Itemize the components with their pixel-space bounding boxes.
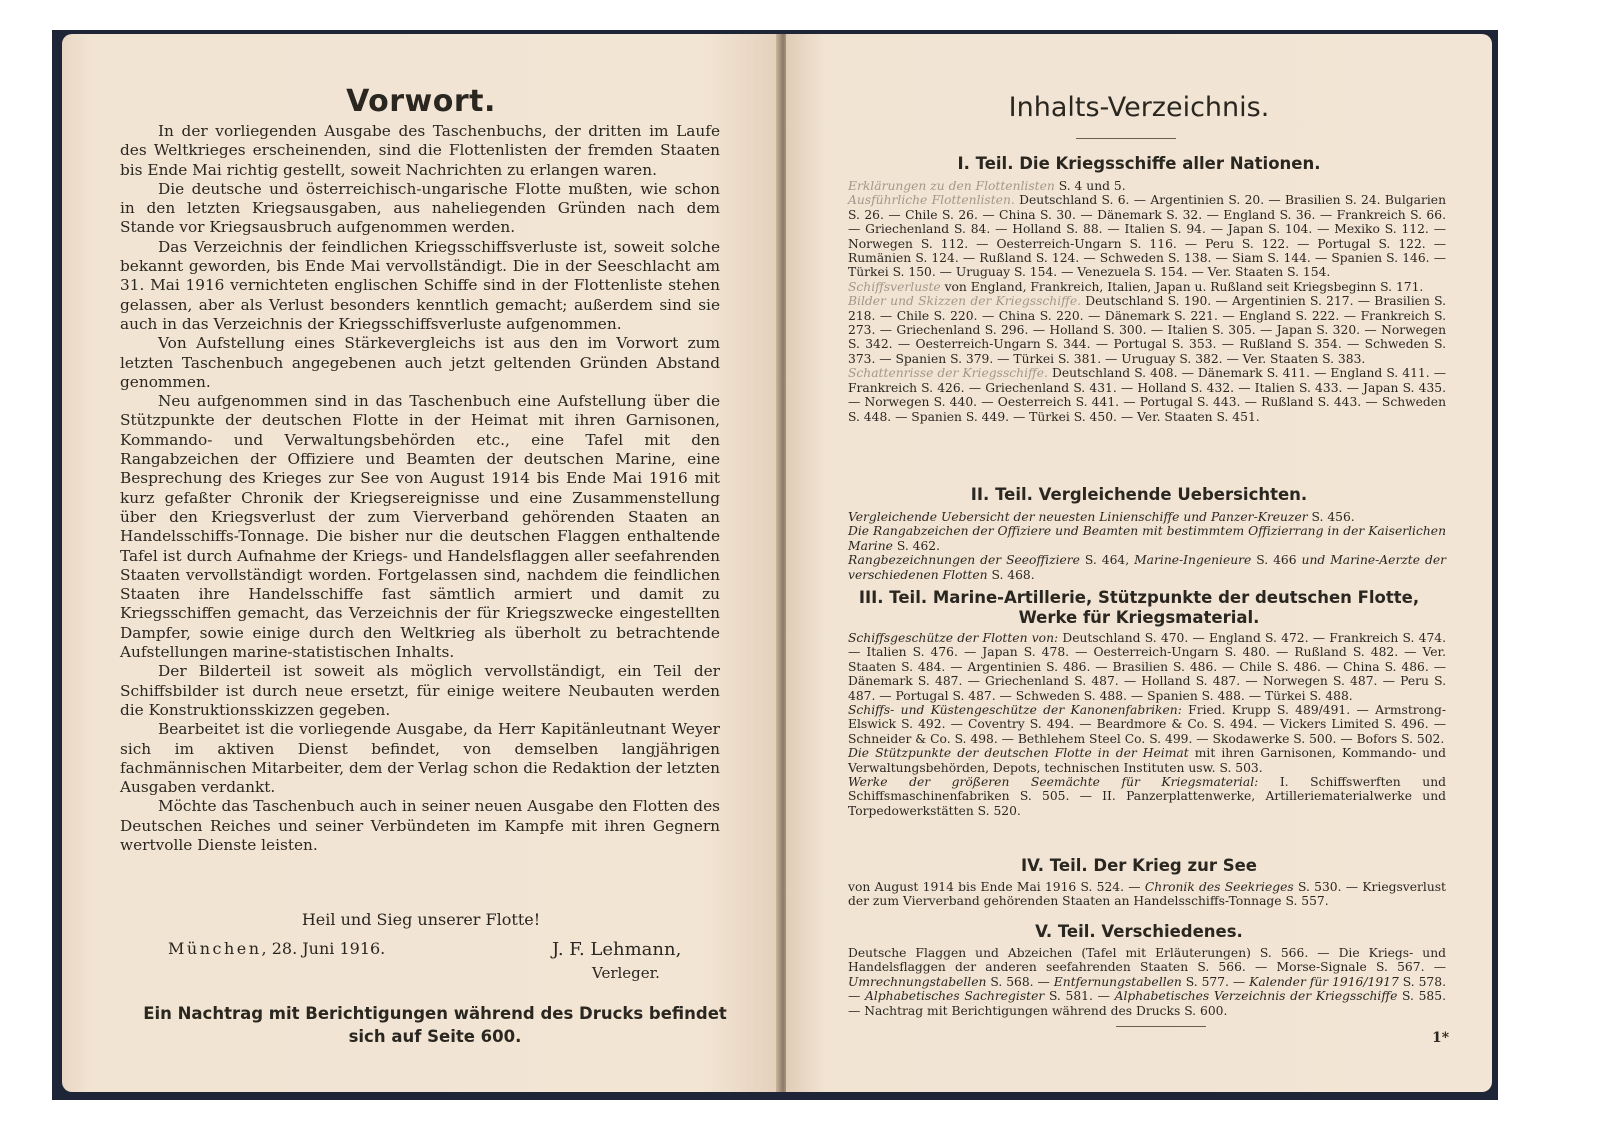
preface-body [120, 122, 720, 855]
title-divider [1076, 138, 1176, 139]
signature-place-date [168, 939, 385, 958]
part-3-heading-line: III. Teil. Marine-Artillerie, Stützpunkte der deutschen Flotte, [858, 588, 1420, 607]
preface-paragraph: Bearbeitet ist die vorliegende Ausgabe, da Herr Kapitänleutnant Weyer sich im aktiven Dienst befindet, von demselben langjährigen fachmännischen Mitarbeiter, dem der Verlag schon die Redaktion der letzten Ausgaben verdankt. [120, 720, 720, 797]
errata-note: Ein Nachtrag mit Berichtigungen während des Drucks befindet sich auf Seite 600. [143, 1004, 727, 1046]
signature-role: Verleger. [592, 964, 660, 982]
part-1-entries [848, 179, 1446, 424]
preface-paragraph: Der Bilderteil ist soweit als möglich vervollständigt, ein Teil der Schiffsbilder ist durch neue ersetzt, für einige weitere Neubauten werden die Konstruktionsskizzen gegeben. [120, 662, 720, 719]
toc-entry: Die Stützpunkte der deutschen Flotte in der Heimat mit ihren Garnisonen, Kommando- und Verwaltungsbehörden, Depots, technischen Instituten usw. S. 503. [848, 746, 1446, 775]
part-5-entries [848, 946, 1446, 1018]
toc-entry: Schiffsgeschütze der Flotten von: Deutschland S. 470. — England S. 472. — Frankreich S. 474. — Italien S. 476. — Japan S. 478. — Oesterreich-Ungarn S. 480. — Rußland S. 482. — Ver. Staaten S. 484. — Argentinien S. 486. — Brasilien S. 486. — Chile S. 486. — China S. 486. — Dänemark S. 487. — Griechenland S. 487. — Holland S. 487. — Norwegen S. 487. — Peru S. 487. — Portugal S. 487. — Schweden S. 488. — Spanien S. 488. — Türkei S. 488. [848, 631, 1447, 703]
bottom-divider [1116, 1026, 1206, 1027]
toc-entry: Schiffsverluste von England, Frankreich, Italien, Japan u. Rußland seit Kriegsbeginn S. 171. [848, 279, 1424, 294]
part-4-entries [848, 880, 1446, 909]
part-3-heading [786, 588, 1492, 628]
toc-entry: Die Rangabzeichen der Offiziere und Beamten mit bestimmtem Offizierrang in der Kaiserlichen Marine S. 462. [848, 524, 1446, 553]
toc-entry: Schiffs- und Küstengeschütze der Kanonenfabriken: Fried. Krupp S. 489/491. — Armstrong-Elswick S. 492. — Coventry S. 494. — Beardmore & Co. S. 494. — Vickers Limited S. 496. — Schneider & Co. S. 498. — Bethlehem Steel Co. S. 499. — Skodawerke S. 500. — Bofors S. 502. [848, 703, 1447, 746]
part-3-heading-line: Werke für Kriegsmaterial. [1018, 608, 1260, 627]
toc-entry: Vergleichende Uebersicht der neuesten Linienschiffe und Panzer-Kreuzer S. 456. [848, 510, 1355, 524]
preface-paragraph: Die deutsche und österreichisch-ungarische Flotte mußten, wie schon in den letzten Kriegsausgaben, aus naheliegenden Gründen nach dem Stande vor Kriegsausbruch aufgenommen werden. [120, 179, 720, 237]
toc-entry: Bilder und Skizzen der Kriegsschiffe. Deutschland S. 190. — Argentinien S. 217. — Brasilien S. 218. — Chile S. 220. — China S. 220. — Dänemark S. 221. — England S. 222. — Frankreich S. 273. — Griechenland S. 296. — Holland S. 300. — Italien S. 305. — Japan S. 320. — Norwegen S. 342. — Oesterreich-Ungarn S. 344. — Portugal S. 353. — Rußland S. 354. — Schweden S. 373. — Spanien S. 379. — Türkei S. 381. — Uruguay S. 382. — Ver. Staaten S. 383. [848, 294, 1447, 366]
contents-title: Inhalts-Verzeichnis. [1008, 92, 1270, 123]
toc-entry: Schattenrisse der Kriegsschiffe. Deutschland S. 408. — Dänemark S. 411. — England S. 411. — Frankreich S. 426. — Griechenland S. 431. — Holland S. 432. — Italien S. 433. — Japan S. 435. — Norwegen S. 440. — Oesterreich S. 441. — Portugal S. 443. — Rußland S. 443. — Schweden S. 448. — Spanien S. 449. — Türkei S. 450. — Ver. Staaten S. 451. [848, 366, 1446, 424]
closing-line: Heil und Sieg unserer Flotte! [301, 910, 541, 929]
part-2-heading: II. Teil. Vergleichende Uebersichten. [970, 485, 1308, 504]
toc-entry: von August 1914 bis Ende Mai 1916 S. 524. — Chronik des Seekrieges S. 530. — Kriegsverlust der zum Vierverband gehörenden Staaten an Handelsschiffs-Tonnage S. 557. [848, 880, 1446, 909]
preface-title: Vorwort. [346, 84, 496, 119]
left-page [62, 34, 780, 1092]
toc-entry: Ausführliche Flottenlisten. Deutschland S. 6. — Argentinien S. 20. — Brasilien S. 24. Bulgarien S. 26. — Chile S. 26. — China S. 30. — Dänemark S. 32. — England S. 36. — Frankreich S. 66. — Griechenland S. 84. — Holland S. 88. — Italien S. 94. — Japan S. 104. — Mexiko S. 112. — Norwegen S. 112. — Oesterreich-Ungarn S. 116. — Peru S. 122. — Portugal S. 122. — Rumänien S. 124. — Rußland S. 124. — Schweden S. 138. — Siam S. 144. — Spanien S. 146. — Türkei S. 150. — Uruguay S. 154. — Venezuela S. 154. — Ver. Staaten S. 154. [848, 193, 1446, 280]
signature-publisher: J. F. Lehmann, [552, 939, 682, 960]
preface-paragraph: In der vorliegenden Ausgabe des Taschenbuchs, der dritten im Laufe des Weltkrieges erscheinenden, sind die Flottenlisten der fremden Staaten bis Ende Mai richtig gestellt, soweit Nachrichten zu erlangen waren. [120, 122, 720, 179]
toc-entry: Werke der größeren Seemächte für Kriegsmaterial: I. Schiffswerften und Schiffsmaschinenfabriken S. 505. — II. Panzerplattenwerke, Artilleriematerialwerke und Torpedowerkstätten S. 520. [848, 775, 1446, 818]
preface-paragraph: Das Verzeichnis der feindlichen Kriegsschiffsverluste ist, soweit solche bekannt geworden, bis Ende Mai vervollständigt. Die in der Seeschlacht am 31. Mai 1916 vernichteten englischen Schiffe sind in der Flottenliste stehen gelassen, aber als Verlust besonders kenntlich gemacht; außerdem sind sie auch in das Verzeichnis der Kriegsschiffsverluste aufgenommen. [120, 237, 720, 333]
toc-entry: Deutsche Flaggen und Abzeichen (Tafel mit Erläuterungen) S. 566. — Die Kriegs- und Handelsflaggen der anderen seefahrenden Staaten S. 566. — Morse-Signale S. 567. — Umrechnungstabellen S. 568. — Entfernungstabellen S. 577. — Kalender für 1916/1917 S. 578. — Alphabetisches Sachregister S. 581. — Alphabetisches Verzeichnis der Kriegsschiffe S. 585. — Nachtrag mit Berichtigungen während des Drucks S. 600. [848, 946, 1446, 1018]
part-2-entries [848, 510, 1446, 582]
part-5-heading: V. Teil. Verschiedenes. [1035, 922, 1243, 941]
right-page [786, 34, 1492, 1092]
preface-paragraph: Neu aufgenommen sind in das Taschenbuch eine Aufstellung über die Stützpunkte der deutschen Flotte in der Heimat mit ihren Garnisonen, Kommando- und Verwaltungsbehörden etc., eine Tafel mit den Rangabzeichen der Offiziere und Beamten der deutschen Marine, eine Besprechung des Krieges zur See von August 1914 bis Ende Mai 1916 mit kurz gefaßter Chronik der Kriegsereignisse und eine Zusammenstellung über den Kriegsverlust der zum Vierverband gehörenden Staaten an Handelsschiffs-Tonnage. Die bisher nur die deutschen Flaggen enthaltende Tafel ist durch Aufnahme der Kriegs- und Handelsflaggen aller seefahrenden Staaten vervollständigt worden. Fortgelassen sind, nachdem die feindlichen Staaten ihre Handelsschiffe fast sämtlich armiert und damit zu Kriegsschiffen gemacht, das Verzeichnis der für Kriegszwecke eingestellten Dampfer, sowie einige durch den Weltkrieg als überholt zu betrachtende Aufstellungen marine-statistischen Inhalts. [120, 392, 720, 662]
part-3-entries [848, 631, 1446, 818]
signature-date: , 28. Juni 1916. [261, 939, 386, 958]
preface-paragraph: Von Aufstellung eines Stärkevergleichs ist aus den im Vorwort zum letzten Taschenbuch angegebenen auch jetzt geltenden Gründen Abstand genommen. [120, 334, 720, 391]
toc-entry: Erklärungen zu den Flottenlisten S. 4 und 5. [848, 179, 1126, 193]
part-1-heading: I. Teil. Die Kriegsschiffe aller Nationen. [957, 154, 1321, 173]
part-4-heading: IV. Teil. Der Krieg zur See [1021, 856, 1257, 875]
preface-paragraph: Möchte das Taschenbuch auch in seiner neuen Ausgabe den Flotten des Deutschen Reiches und seiner Verbündeten im Kampfe mit ihren Gegnern wertvolle Dienste leisten. [120, 797, 720, 854]
page-number: 1* [1432, 1030, 1450, 1046]
signature-city: München [168, 939, 262, 958]
toc-entry: Rangbezeichnungen der Seeoffiziere S. 464, Marine-Ingenieure S. 466 und Marine-Aerzte der verschiedenen Flotten S. 468. [848, 553, 1447, 582]
